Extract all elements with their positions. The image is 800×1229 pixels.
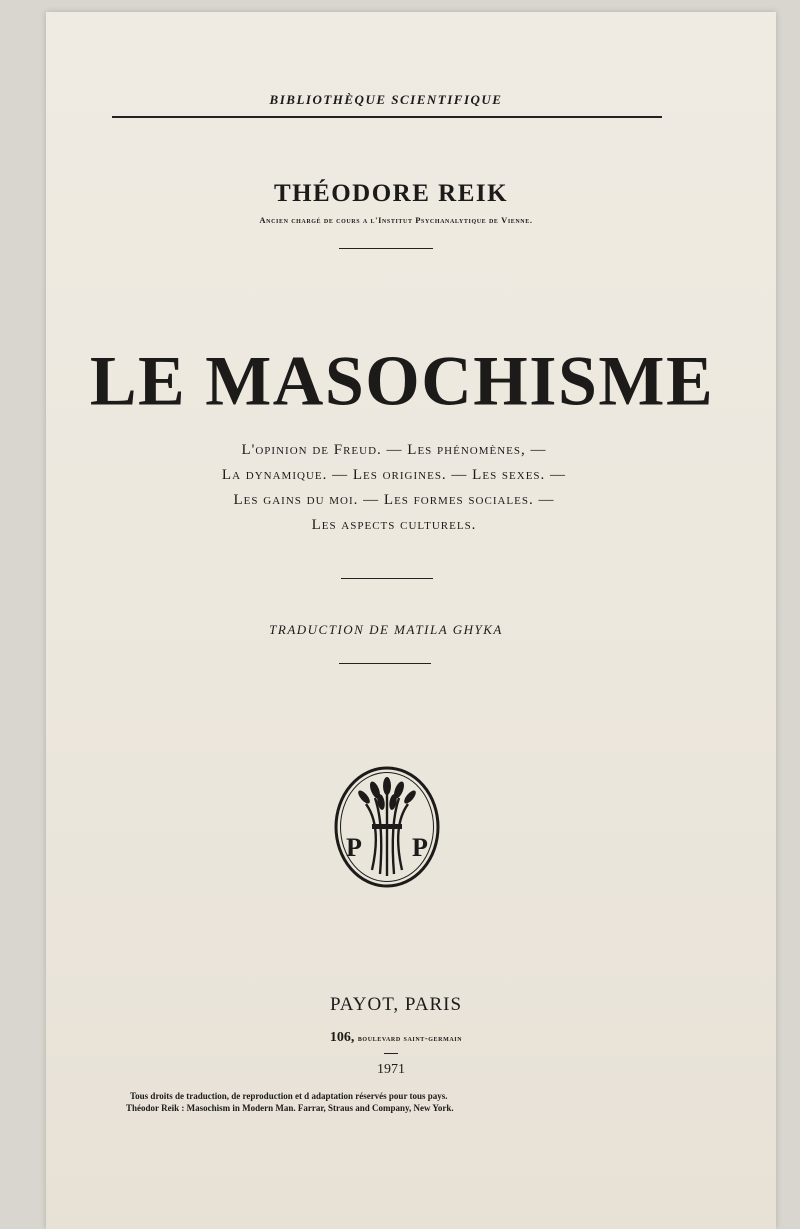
publication-year: 1971: [377, 1062, 405, 1077]
book-title: LE MASOCHISME: [89, 342, 715, 421]
subtitle-line: L'opinion de Freud. — Les phénomènes, —: [241, 442, 547, 458]
address-number: 106,: [329, 1030, 355, 1045]
subtitle-line: Les gains du moi. — Les formes sociales. —: [233, 492, 555, 508]
author-name: THÉODORE REIK: [273, 180, 509, 207]
publisher-address: [46, 1030, 746, 1046]
rights-line: Tous droits de traduction, de reproduction et d adaptation réservés pour tous pays.: [130, 1091, 448, 1101]
publisher-name: PAYOT, PARIS: [329, 994, 463, 1015]
subtitle-contents: [46, 438, 742, 538]
wheat-sheaf-monogram-icon: [332, 764, 442, 890]
divider-rule-1: [339, 248, 433, 249]
series-name: BIBLIOTHÈQUE SCIENTIFIQUE: [269, 92, 503, 107]
subtitle-line: Les aspects culturels.: [311, 517, 477, 533]
rights-notice: [126, 1090, 646, 1114]
author-affiliation: Ancien chargé de cours a l'Institut Psychanalytique de Vienne.: [259, 215, 533, 225]
rights-line: Théodor Reik : Masochism in Modern Man. Farrar, Straus and Company, New York.: [126, 1103, 454, 1113]
divider-rule-2: [341, 578, 433, 579]
logo-letter: P: [346, 833, 362, 862]
series-rule: [112, 116, 662, 118]
logo-letter: P: [412, 833, 428, 862]
book-title-page: [46, 12, 776, 1229]
subtitle-line: La dynamique. — Les origines. — Les sexes. —: [221, 467, 567, 483]
address-street: boulevard saint-germain: [357, 1033, 463, 1043]
year-rule: [384, 1053, 398, 1054]
divider-rule-3: [339, 663, 431, 664]
translator-credit: TRADUCTION DE MATILA GHYKA: [269, 622, 503, 637]
